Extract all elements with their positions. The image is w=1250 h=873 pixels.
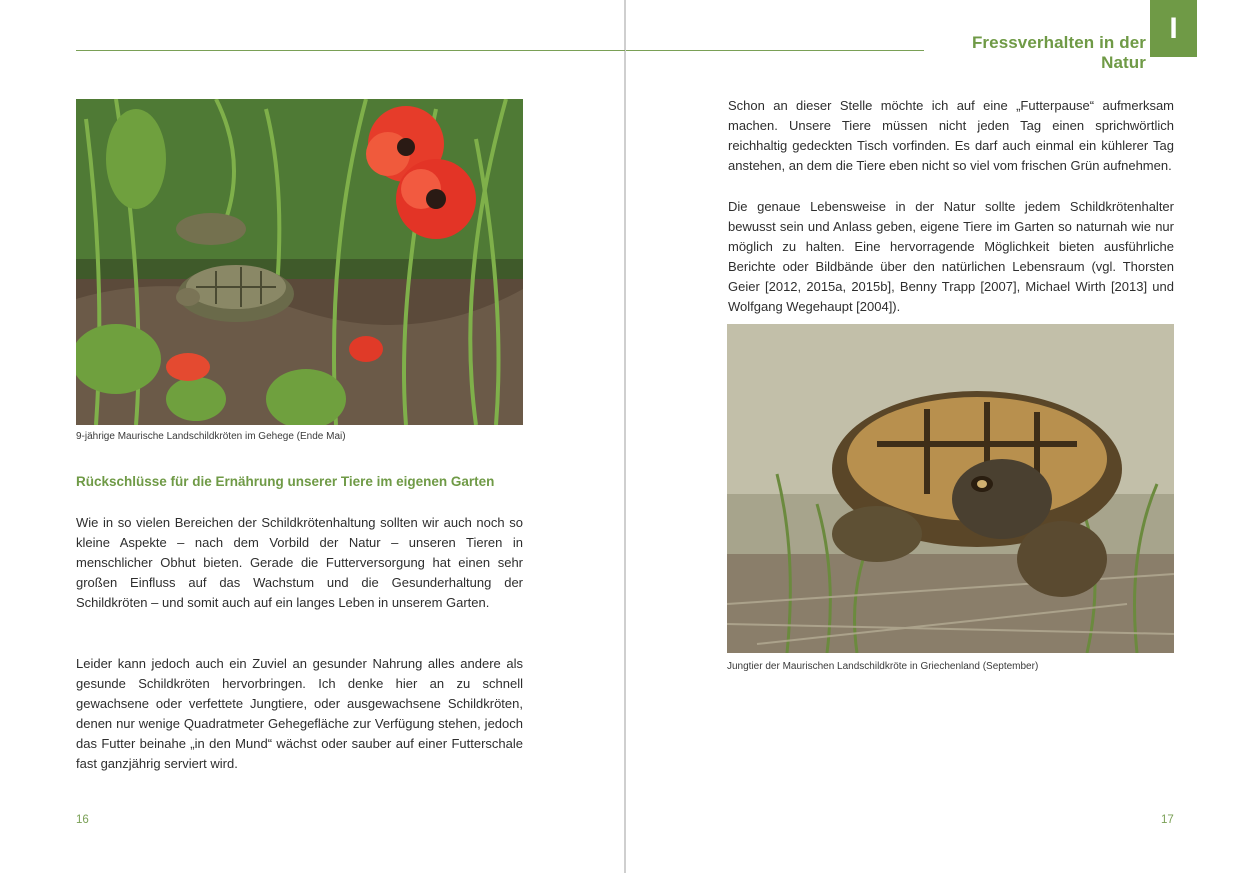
photo-caption-right: Jungtier der Maurischen Landschildkröte in Griechenland (September)	[727, 661, 1039, 672]
section-subheading: Rückschlüsse für die Ernährung unserer Tiere im eigenen Garten	[76, 474, 495, 489]
tortoise-poppies-photo	[76, 99, 523, 425]
header-rule-left	[76, 50, 625, 51]
header-rule-right	[626, 50, 924, 51]
left-paragraph-1: Wie in so vielen Bereichen der Schildkrötenhaltung sollten wir auch noch so kleine Aspekte – nach dem Vorbild der Natur – unseren Tieren in menschlicher Obhut bieten. Gerade die Futterversorgung hat einen sehr großen Einfluss auf das Wachstum und die Gesunderhaltung der Schildkröten – und somit auch auf ein langes Leben in unserem Garten.	[76, 515, 523, 610]
page-number-left: 16	[76, 814, 89, 826]
young-tortoise-photo	[727, 324, 1174, 653]
chapter-tab: I	[1150, 0, 1197, 57]
photo-caption-left: 9-jährige Maurische Landschildkröten im Gehege (Ende Mai)	[76, 431, 346, 442]
left-paragraph-2: Leider kann jedoch auch ein Zuviel an gesunder Nahrung alles andere als gesunde Schildkröten hervorbringen. Ich denke hier an zu schnell gewachsene oder verfettete Jungtiere, oder ausgewachsene Schildkröten, denen nur wenige Quadratmeter Gehegefläche zur Verfügung stehen, jedoch das Futter beinahe „in den Mund“ wächst oder sauber auf einer Futterschale fast ganzjährig serviert wird.	[76, 656, 523, 771]
running-header-title: Fressverhalten in der Natur	[971, 33, 1146, 72]
right-page	[626, 0, 1250, 873]
right-paragraph-1: Schon an dieser Stelle möchte ich auf eine „Futterpause“ aufmerksam machen. Unsere Tiere müssen nicht jeden Tag einen sprichwörtlich reichhaltig gedeckten Tisch vorfinden. Es darf auch einmal ein kühlerer Tag anstehen, an dem die Tiere eben nicht so viel vom frischen Grün aufnehmen.	[728, 98, 1174, 173]
right-paragraph-2: Die genaue Lebensweise in der Natur sollte jedem Schildkrötenhalter bewusst sein und Anlass geben, eigene Tiere im Garten so naturnah wie nur möglich zu halten. Eine hervorragende Möglichkeit bieten ausführliche Berichte oder Bildbände über den natürlichen Lebensraum (vgl. Thorsten Geier [2012, 2015a, 2015b], Benny Trapp [2007], Michael Wirth [2013] und Wolfgang Wegehaupt [2004]).	[728, 199, 1174, 314]
page-number-right: 17	[1161, 814, 1174, 826]
